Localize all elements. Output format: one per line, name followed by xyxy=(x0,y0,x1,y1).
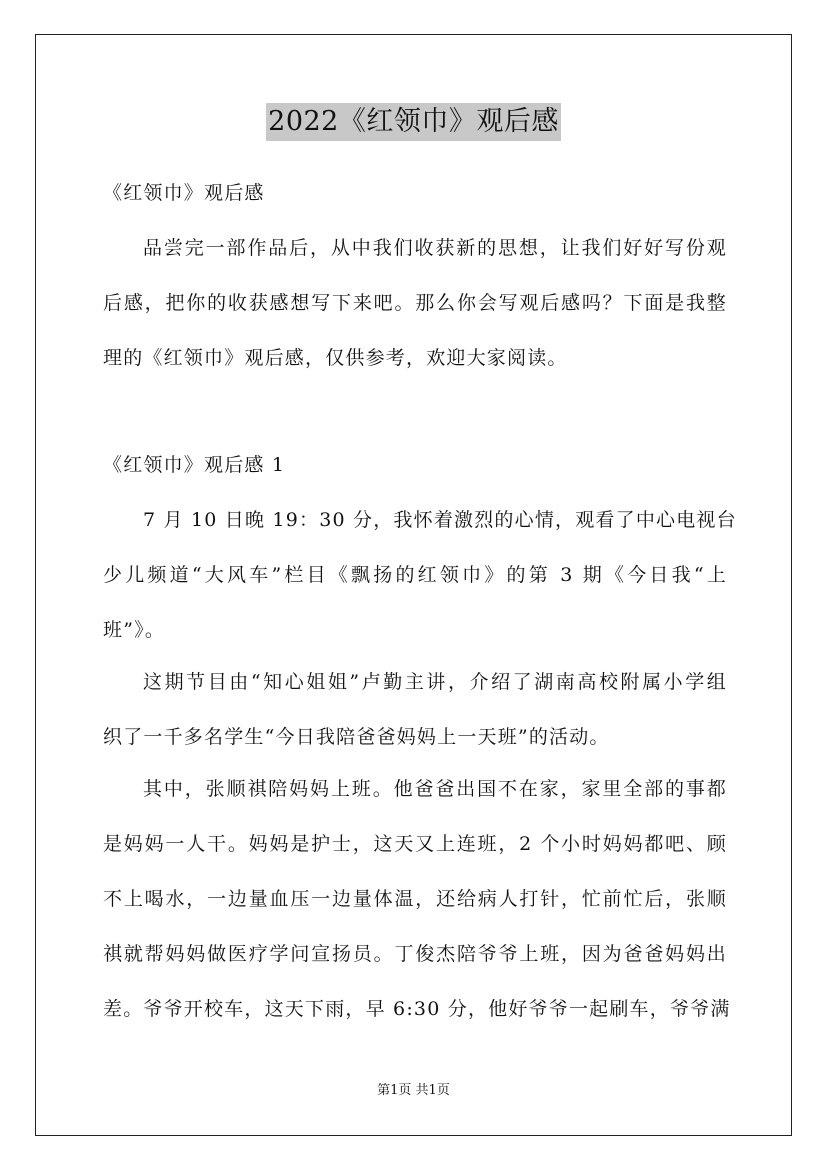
paragraph-2-line-1: 这期节目由“知心姐姐”卢勤主讲，介绍了湖南高校附属小学组 xyxy=(143,671,727,693)
section-heading: 《红领巾》观后感 1 xyxy=(103,454,286,476)
intro-line-2: 后感，把你的收获感想写下来吧。那么你会写观后感吗？下面是我整 xyxy=(103,292,727,314)
paragraph-1-line-3: 班”》。 xyxy=(103,619,166,641)
intro-line-3: 理的《红领巾》观后感，仅供参考，欢迎大家阅读。 xyxy=(103,347,568,369)
paragraph-1-line-2: 少儿频道“大风车”栏目《飘扬的红领巾》的第 3 期《今日我“上 xyxy=(103,564,727,586)
paragraph-3-line-2: 是妈妈一人干。妈妈是护士，这天又上连班，2 个小时妈妈都吧、顾 xyxy=(103,833,727,855)
paragraph-3-line-4: 祺就帮妈妈做医疗学问宣扬员。丁俊杰陪爷爷上班，因为爸爸妈妈出 xyxy=(103,943,727,965)
paragraph-3-line-1: 其中，张顺祺陪妈妈上班。他爸爸出国不在家，家里全部的事都 xyxy=(143,778,727,800)
intro-line-1: 品尝完一部作品后，从中我们收获新的思想，让我们好好写份观 xyxy=(143,237,727,259)
document-title: 2022《红领巾》观后感 xyxy=(266,103,561,141)
page-footer: 第1页 共1页 xyxy=(377,1083,450,1098)
title-container xyxy=(0,103,827,141)
paragraph-1-line-1: 7 月 10 日晚 19：30 分，我怀着激烈的心情，观看了中心电视台 xyxy=(143,509,737,531)
paragraph-2-line-2: 织了一千多名学生“今日我陪爸爸妈妈上一天班”的活动。 xyxy=(103,726,610,748)
paragraph-3-line-5: 差。爷爷开校车，这天下雨，早 6:30 分，他好爷爷一起刷车，爷爷满 xyxy=(103,998,731,1020)
subtitle: 《红领巾》观后感 xyxy=(103,182,265,204)
paragraph-3-line-3: 不上喝水，一边量血压一边量体温，还给病人打针，忙前忙后，张顺 xyxy=(103,888,727,910)
